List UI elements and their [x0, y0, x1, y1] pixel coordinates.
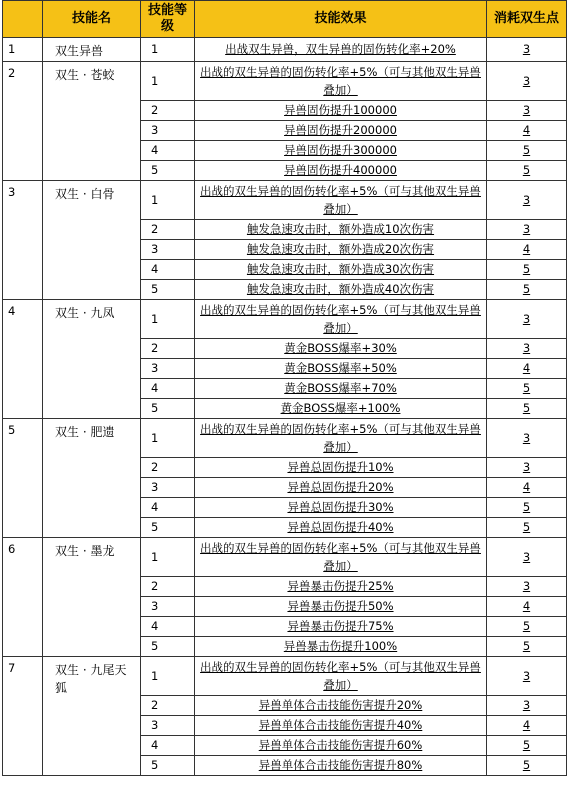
skill-level: 3 [141, 359, 195, 379]
skill-effect: 异兽总固伤提升20% [195, 478, 487, 498]
skill-cost: 5 [487, 518, 567, 538]
skill-level: 2 [141, 220, 195, 240]
skill-effect: 触发急速攻击时，额外造成30次伤害 [195, 260, 487, 280]
skill-cost: 3 [487, 419, 567, 458]
skill-level: 1 [141, 181, 195, 220]
skill-effect: 异兽总固伤提升30% [195, 498, 487, 518]
skill-cost: 4 [487, 597, 567, 617]
skill-effect: 出战的双生异兽的固伤转化率+5%（可与其他双生异兽叠加） [195, 419, 487, 458]
skill-effect: 出战的双生异兽的固伤转化率+5%（可与其他双生异兽叠加） [195, 657, 487, 696]
skill-name: 双生 · 肥遗 [43, 419, 141, 538]
skill-cost: 3 [487, 62, 567, 101]
skill-level: 2 [141, 458, 195, 478]
skill-level: 1 [141, 300, 195, 339]
skill-level: 4 [141, 736, 195, 756]
skill-effect: 出战的双生异兽的固伤转化率+5%（可与其他双生异兽叠加） [195, 300, 487, 339]
skill-level: 4 [141, 617, 195, 637]
skill-cost: 5 [487, 260, 567, 280]
skill-level: 3 [141, 597, 195, 617]
skill-effect: 异兽总固伤提升40% [195, 518, 487, 538]
skill-cost: 3 [487, 696, 567, 716]
skill-effect: 黄金BOSS爆率+100% [195, 399, 487, 419]
skill-level: 1 [141, 38, 195, 62]
skill-effect: 异兽固伤提升100000 [195, 101, 487, 121]
skill-cost: 5 [487, 141, 567, 161]
skill-level: 4 [141, 260, 195, 280]
skill-level: 2 [141, 339, 195, 359]
skill-level: 2 [141, 101, 195, 121]
skill-effect: 出战的双生异兽的固伤转化率+5%（可与其他双生异兽叠加） [195, 538, 487, 577]
skill-effect: 异兽总固伤提升10% [195, 458, 487, 478]
table-body [3, 38, 567, 776]
skill-number: 4 [3, 300, 43, 419]
skill-effect: 异兽暴击伤提升100% [195, 637, 487, 657]
skill-cost: 5 [487, 379, 567, 399]
skill-name: 双生 · 白骨 [43, 181, 141, 300]
skill-level: 4 [141, 379, 195, 399]
skill-number: 7 [3, 657, 43, 776]
header-skill-name: 技能名 [43, 1, 141, 38]
skill-cost: 4 [487, 240, 567, 260]
skill-cost: 5 [487, 161, 567, 181]
skill-level: 4 [141, 498, 195, 518]
table-row [3, 181, 567, 220]
skill-cost: 3 [487, 458, 567, 478]
skill-effect: 出战双生异兽，双生异兽的固伤转化率+20% [195, 38, 487, 62]
skill-effect: 异兽单体合击技能伤害提升60% [195, 736, 487, 756]
skill-effect: 黄金BOSS爆率+70% [195, 379, 487, 399]
skill-level: 5 [141, 637, 195, 657]
skill-number: 3 [3, 181, 43, 300]
skill-effect: 异兽单体合击技能伤害提升80% [195, 756, 487, 776]
table-row [3, 62, 567, 101]
skill-level: 1 [141, 419, 195, 458]
skill-cost: 5 [487, 498, 567, 518]
skill-name: 双生 · 苍蛟 [43, 62, 141, 181]
skill-cost: 5 [487, 736, 567, 756]
table-row [3, 419, 567, 458]
skill-cost: 4 [487, 478, 567, 498]
skill-effect: 异兽固伤提升300000 [195, 141, 487, 161]
skill-cost: 5 [487, 399, 567, 419]
skill-name: 双生 · 九凤 [43, 300, 141, 419]
skill-effect: 触发急速攻击时，额外造成40次伤害 [195, 280, 487, 300]
skill-effect: 出战的双生异兽的固伤转化率+5%（可与其他双生异兽叠加） [195, 181, 487, 220]
skill-level: 5 [141, 280, 195, 300]
header-skill-level: 技能等级 [141, 1, 195, 38]
skill-cost: 4 [487, 716, 567, 736]
skill-cost: 4 [487, 121, 567, 141]
skill-level: 3 [141, 478, 195, 498]
skill-effect: 异兽单体合击技能伤害提升40% [195, 716, 487, 736]
skill-level: 5 [141, 399, 195, 419]
skill-number: 6 [3, 538, 43, 657]
table-row [3, 300, 567, 339]
skill-level: 5 [141, 518, 195, 538]
skill-effect: 黄金BOSS爆率+30% [195, 339, 487, 359]
skill-number: 2 [3, 62, 43, 181]
skill-cost: 3 [487, 181, 567, 220]
skill-effect: 异兽暴击伤提升25% [195, 577, 487, 597]
skill-cost: 5 [487, 280, 567, 300]
skill-level: 3 [141, 121, 195, 141]
skill-cost: 5 [487, 617, 567, 637]
header-skill-effect: 技能效果 [195, 1, 487, 38]
skill-effect: 异兽暴击伤提升75% [195, 617, 487, 637]
skill-effect: 异兽固伤提升200000 [195, 121, 487, 141]
table-row [3, 538, 567, 577]
skill-cost: 4 [487, 359, 567, 379]
skill-cost: 3 [487, 38, 567, 62]
skill-number: 1 [3, 38, 43, 62]
skill-level: 3 [141, 240, 195, 260]
skill-level: 3 [141, 716, 195, 736]
skill-effect: 异兽固伤提升400000 [195, 161, 487, 181]
skill-effect: 触发急速攻击时，额外造成10次伤害 [195, 220, 487, 240]
header-row [3, 1, 567, 38]
skill-number: 5 [3, 419, 43, 538]
skill-cost: 3 [487, 577, 567, 597]
skill-level: 5 [141, 161, 195, 181]
skill-name: 双生异兽 [43, 38, 141, 62]
header-blank [3, 1, 43, 38]
skill-name: 双生 · 九尾天狐 [43, 657, 141, 776]
table-row [3, 657, 567, 696]
skill-level: 4 [141, 141, 195, 161]
skill-cost: 3 [487, 657, 567, 696]
skill-effect: 异兽单体合击技能伤害提升20% [195, 696, 487, 716]
skill-cost: 5 [487, 637, 567, 657]
skill-cost: 3 [487, 538, 567, 577]
skill-level: 1 [141, 657, 195, 696]
skill-level: 1 [141, 538, 195, 577]
skill-cost: 3 [487, 101, 567, 121]
skill-level: 5 [141, 756, 195, 776]
skill-effect: 出战的双生异兽的固伤转化率+5%（可与其他双生异兽叠加） [195, 62, 487, 101]
skill-cost: 3 [487, 300, 567, 339]
header-cost: 消耗双生点 [487, 1, 567, 38]
skill-table [2, 0, 567, 776]
skill-cost: 3 [487, 339, 567, 359]
table-header [3, 1, 567, 38]
skill-effect: 黄金BOSS爆率+50% [195, 359, 487, 379]
skill-effect: 触发急速攻击时，额外造成20次伤害 [195, 240, 487, 260]
skill-effect: 异兽暴击伤提升50% [195, 597, 487, 617]
table-row [3, 38, 567, 62]
skill-level: 2 [141, 577, 195, 597]
skill-level: 2 [141, 696, 195, 716]
skill-cost: 3 [487, 220, 567, 240]
skill-name: 双生 · 墨龙 [43, 538, 141, 657]
skill-cost: 5 [487, 756, 567, 776]
skill-level: 1 [141, 62, 195, 101]
